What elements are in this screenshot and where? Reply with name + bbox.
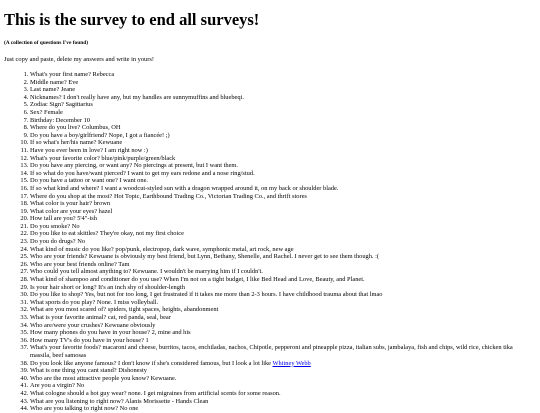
survey-item-text: Where do you shop at the most? Hot Topic, Earthbound Trading Co., Victorian Trading Co., and thrift stores [30, 192, 307, 200]
survey-item [30, 299, 534, 307]
survey-item [30, 86, 534, 94]
survey-item-text: Do you have a tattoo or want one? I want one. [30, 177, 149, 185]
survey-item [30, 124, 534, 132]
survey-item-text: What sports do you play? None. I miss volleyball. [30, 298, 159, 306]
survey-item-text: If so what kind and where? I want a woodcut-styled sun with a dragon wrapped around it, on my back or shoulder blade. [30, 184, 339, 192]
survey-item-text: Have you ever been in love? I am right now :) [30, 146, 148, 154]
survey-item-text: Do you like to eat skittles? They're okay, not my first choice [30, 230, 184, 238]
survey-item-text: Do you like to shop? Yes, but not for too long, I get frustrated if it takes me more than 2-3 hours. I have childhood trauma about that lmao [30, 291, 383, 299]
survey-item-text: What is your favorite animal? cat, red panda, seal, bear [30, 314, 171, 321]
survey-item-text: Who could you tell almost anything to? Kewuane. I wouldn't be marrying him if I couldn't. [30, 268, 263, 276]
survey-item [30, 246, 534, 254]
survey-item [30, 390, 534, 398]
survey-item-text: Do you look like anyone famous? I don't know if she's considered famous, but I look a lot like [30, 359, 272, 367]
survey-item-text: Who are the most attractive people you know? Kewuane. [30, 374, 177, 382]
survey-item [30, 360, 534, 368]
survey-item [30, 329, 534, 337]
survey-item [30, 291, 534, 299]
survey-item-text: Do you have any piercing, or want any? No piercings at present, but I want them. [30, 162, 238, 170]
survey-item-text: What are you most scared of? spiders, tight spaces, heights, abandonment [30, 306, 219, 314]
survey-item [30, 170, 534, 178]
survey-item [30, 322, 534, 330]
survey-item-text: Who are your friends? Kewuane is obviously my best friend, but Lynn, Bethany, Shenelle, and Rachel. I never get to see them though. :( [30, 253, 380, 261]
survey-item [30, 261, 534, 269]
survey-item-text: How many phones do you have in your house? 2, mine and his [30, 329, 191, 337]
survey-item-text: Birthday: December 10 [30, 116, 90, 124]
survey-item [30, 367, 534, 375]
survey-item [30, 284, 534, 292]
whitney-webb-link[interactable]: Whitney Webb [272, 359, 311, 367]
survey-item-text: Who are you talking to right now? No one [30, 405, 139, 413]
survey-item-text: Do you do drugs? No [30, 238, 86, 246]
survey-item-text: What are you listening to right now? Alanis Morissette - Hands Clean [30, 397, 209, 405]
survey-item [30, 155, 534, 163]
page-title: This is the survey to end all surveys! [4, 10, 260, 29]
survey-item [30, 375, 534, 383]
survey-item [30, 306, 534, 314]
survey-item [30, 200, 534, 208]
survey-item [30, 94, 534, 102]
survey-item [30, 230, 534, 238]
survey-item-text: If so what do you have/want pierced? I want to get my ears redone and a nose ring/stud. [30, 169, 255, 177]
survey-item [30, 71, 534, 79]
survey-item [30, 276, 534, 284]
survey-item [30, 147, 534, 155]
survey-item-text: What color is your hair? brown [30, 200, 111, 208]
survey-item-text: If so what's her/his name? Kewuane [30, 139, 123, 147]
survey-item [30, 337, 534, 345]
survey-item [30, 193, 534, 201]
survey-item-text: What is one thing you cant stand? Dishonesty [30, 367, 147, 375]
survey-item-text: Nicknames? I don't really have any, but my handles are sunnymuffins and bluebeqi. [30, 93, 244, 101]
survey-item [30, 132, 534, 140]
survey-item-text: Last name? Jeane [30, 86, 76, 94]
survey-item-text: What's your favorite color? blue/pink/purple/green/black [30, 154, 176, 162]
survey-item-text: Who are/were your crushes? Kewuane obviously [30, 321, 156, 329]
page-subtitle: (A collection of questions I've found) [4, 40, 89, 46]
survey-item-text: How tall are you? 5'4"-ish [30, 215, 97, 223]
survey-item [30, 314, 534, 322]
survey-item [30, 238, 534, 246]
survey-item-text: Do you smoke? No [30, 222, 80, 230]
survey-item [30, 139, 534, 147]
survey-item [30, 223, 534, 231]
survey-item-text: What color are your eyes? hazel [30, 207, 113, 215]
survey-item [30, 382, 534, 390]
survey-item [30, 405, 534, 413]
intro-text: Just copy and paste, delete my answers and write in yours! [4, 56, 154, 63]
survey-item [30, 253, 534, 261]
survey-item-text: What's your favorite foods? macaroni and cheese, burritos, tacos, enchiladas, nachos, Chipotle, pepperoni and pineapple pizza, italian subs, jambalaya, fish and chips, wild rice, chicken tika massila, beef samosas [30, 344, 513, 359]
survey-item-text: What kind of shampoo and conditioner do you use? When I'm not on a tight budget, I like Bed Head and Love, Beauty, and Planet. [30, 276, 365, 284]
survey-list [4, 71, 534, 413]
survey-item [30, 177, 534, 185]
survey-item [30, 101, 534, 109]
survey-item-text: Are you a virgin? No [30, 382, 85, 390]
survey-item [30, 268, 534, 276]
survey-item [30, 208, 534, 216]
survey-item-text: Is your hair short or long? It's an inch shy of shoulder-length [30, 283, 185, 291]
survey-item [30, 185, 534, 193]
survey-item-text: Zodiac Sign? Sagittarius [30, 101, 93, 109]
survey-item [30, 344, 534, 359]
survey-item-text: Do you have a boy/girlfriend? Nope, I got a fiancée! ;) [30, 131, 170, 139]
survey-item-text: What's your first name? Rebecca [30, 71, 115, 78]
survey-item [30, 117, 534, 125]
survey-item [30, 215, 534, 223]
survey-item-text: Middle name? Eve [30, 78, 79, 86]
survey-item [30, 109, 534, 117]
survey-item [30, 162, 534, 170]
survey-item-text: What cologne should a hot guy wear? none. I get migraines from artificial scents for some reason. [30, 389, 281, 397]
survey-item [30, 398, 534, 406]
survey-item-text: Who are your best friends online? Tam [30, 260, 130, 268]
survey-item-text: Sex? Female [30, 108, 63, 116]
survey-item-text: How many TV's do you have in your house? 1 [30, 336, 149, 344]
survey-item [30, 79, 534, 87]
survey-item-text: Where do you live? Columbus, OH [30, 124, 121, 132]
survey-item-text: What kind of music do you like? pop/punk, electropop, dark wave, symphonic metal, art rock, new age [30, 245, 294, 253]
